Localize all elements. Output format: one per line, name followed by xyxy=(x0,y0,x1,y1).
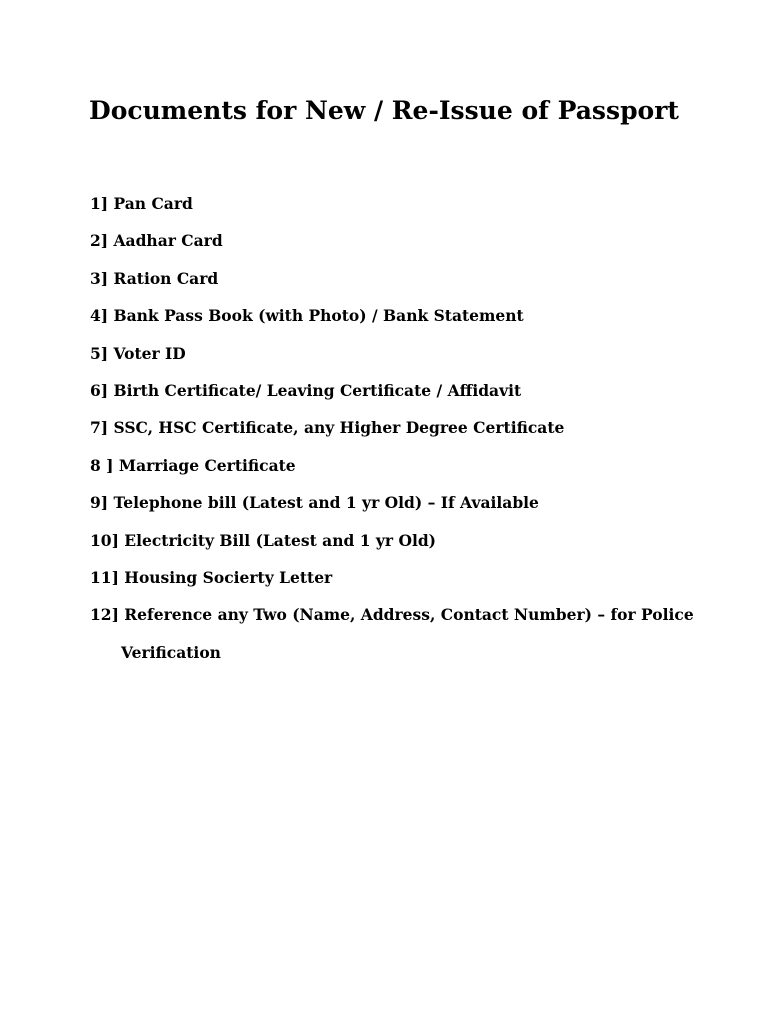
list-item xyxy=(90,531,750,551)
list-item-text: 7] SSC, HSC Certificate, any Higher Degree Certificate xyxy=(90,418,565,438)
list-item-text: 6] Birth Certificate/ Leaving Certificate / Affidavit xyxy=(90,380,522,400)
list-item xyxy=(90,231,750,251)
list-item-text: 1] Pan Card xyxy=(90,194,193,213)
documents-list xyxy=(90,194,750,680)
list-item xyxy=(90,381,750,401)
list-item-text: 12] Reference any Two (Name, Address, Contact Number) – for Police xyxy=(90,605,694,625)
list-item xyxy=(90,194,750,214)
list-item xyxy=(90,568,750,588)
list-item-text: 10] Electricity Bill (Latest and 1 yr Old) xyxy=(90,530,437,550)
list-item xyxy=(90,605,750,662)
list-item-text: 5] Voter ID xyxy=(90,343,186,363)
list-item xyxy=(90,269,750,289)
list-item-continuation: Verification xyxy=(121,642,221,662)
list-item-text: 8 ] Marriage Certificate xyxy=(90,455,296,475)
list-item xyxy=(90,493,750,513)
document-title: Documents for New / Re-Issue of Passport xyxy=(89,96,679,125)
list-item-text: 3] Ration Card xyxy=(90,268,219,288)
list-item xyxy=(90,344,750,364)
list-item xyxy=(90,418,750,438)
list-item xyxy=(90,456,750,476)
list-item xyxy=(90,306,750,326)
list-item-text: 4] Bank Pass Book (with Photo) / Bank Statement xyxy=(90,306,524,326)
list-item-text: 9] Telephone bill (Latest and 1 yr Old) – If Available xyxy=(90,493,539,513)
list-item-text: 11] Housing Socierty Letter xyxy=(90,567,333,587)
list-item-text: 2] Aadhar Card xyxy=(90,231,223,251)
